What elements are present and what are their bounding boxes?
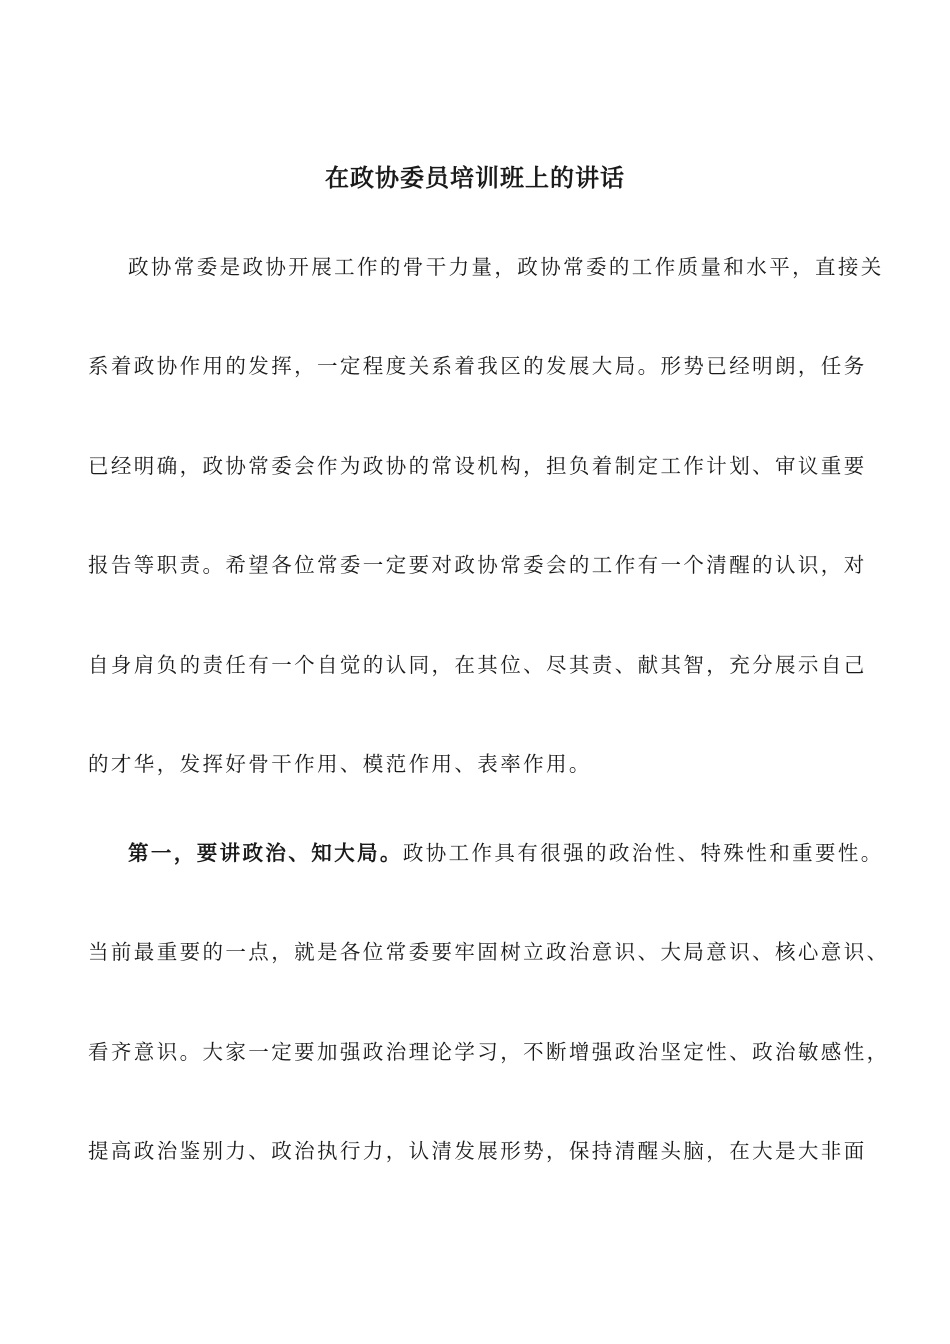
paragraph-2-line-4: 提高政治鉴别力、政治执行力，认清发展形势，保持清醒头脑，在大是大非面 <box>88 1139 867 1163</box>
paragraph-2-line-2: 当前最重要的一点，就是各位常委要牢固树立政治意识、大局意识、核心意识、 <box>88 940 890 964</box>
paragraph-2-line-1-text: 政协工作具有很强的政治性、特殊性和重要性。 <box>402 841 884 865</box>
section-heading: 第一，要讲政治、知大局。 <box>128 841 403 865</box>
paragraph-1-line-2: 系着政协作用的发挥，一定程度关系着我区的发展大局。形势已经明朗，任务 <box>88 354 867 378</box>
paragraph-1-line-4: 报告等职责。希望各位常委一定要对政协常委会的工作有一个清醒的认识，对 <box>88 553 867 577</box>
paragraph-2-line-3: 看齐意识。大家一定要加强政治理论学习，不断增强政治坚定性、政治敏感性， <box>88 1040 890 1064</box>
paragraph-2-line-1 <box>128 838 918 868</box>
paragraph-1-line-1: 政协常委是政协开展工作的骨干力量，政协常委的工作质量和水平，直接关 <box>128 255 884 279</box>
document-title: 在政协委员培训班上的讲话 <box>325 163 625 192</box>
paragraph-1-line-5: 自身肩负的责任有一个自觉的认同，在其位、尽其责、献其智，充分展示自己 <box>88 653 867 677</box>
paragraph-1-line-6: 的才华，发挥好骨干作用、模范作用、表率作用。 <box>88 752 592 776</box>
paragraph-1-line-3: 已经明确，政协常委会作为政协的常设机构，担负着制定工作计划、审议重要 <box>88 454 867 478</box>
